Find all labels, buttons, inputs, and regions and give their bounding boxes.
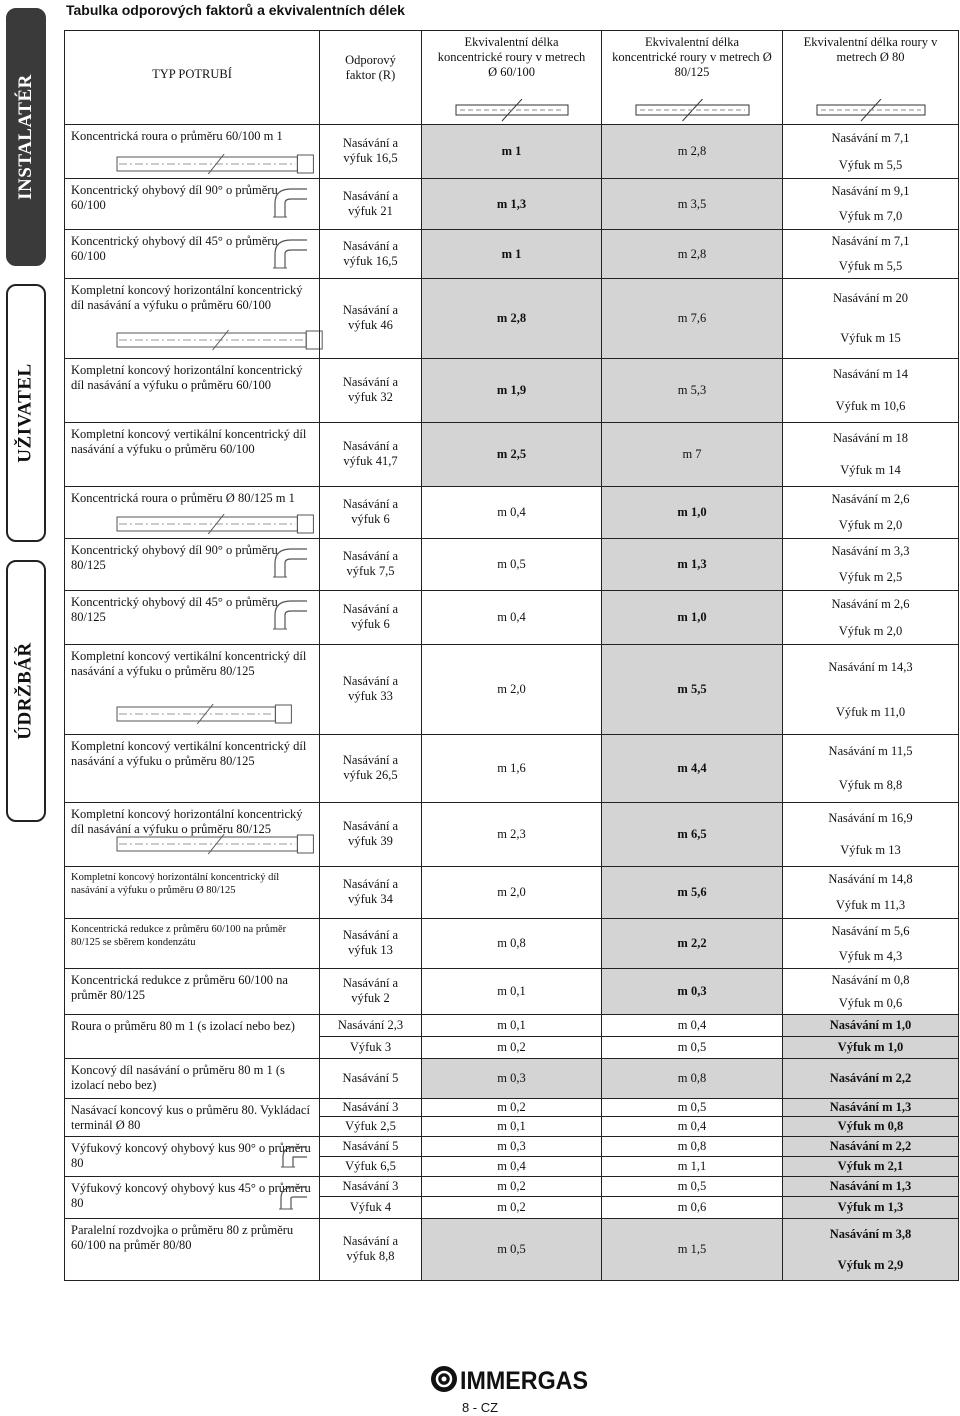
eq80125-cell bbox=[601, 358, 783, 423]
row-desc-cell bbox=[64, 968, 320, 1015]
eq60-cell bbox=[421, 1098, 602, 1117]
eq80125-cell bbox=[601, 124, 783, 179]
row-description: Výfukový koncový ohybový kus 90° o průměru 80 bbox=[71, 1141, 311, 1170]
factor-cell bbox=[319, 124, 422, 179]
eq80-cell bbox=[782, 178, 959, 230]
factor-value: Nasávání a výfuk 41,7 bbox=[342, 439, 399, 468]
row-description: Kompletní koncový horizontální koncentrický díl nasávání a výfuku o průměru 60/100 bbox=[71, 363, 303, 392]
eq80-cell bbox=[782, 1058, 959, 1099]
row-desc-cell bbox=[64, 644, 320, 735]
eq80-value: Výfuk m 10,6 bbox=[835, 399, 906, 413]
pipe-icon bbox=[422, 99, 602, 123]
factor-cell bbox=[319, 486, 422, 539]
eq80125-cell bbox=[601, 178, 783, 230]
factor-value: Nasávání 5 bbox=[342, 1139, 399, 1153]
eq80-value: Výfuk m 14 bbox=[840, 463, 901, 477]
elbow-drawing bbox=[271, 234, 311, 274]
row-description: Koncentrická roura o průměru 60/100 m 1 bbox=[71, 129, 283, 143]
pipe-drawing bbox=[115, 514, 317, 534]
eq80125-cell bbox=[601, 1136, 783, 1157]
eq80125-value: m 1,1 bbox=[677, 1159, 707, 1173]
row-desc-cell bbox=[64, 1098, 320, 1137]
eq80-value: Nasávání m 1,0 bbox=[829, 1018, 912, 1032]
factor-value: Nasávání a výfuk 26,5 bbox=[342, 753, 399, 782]
eq80-value: Výfuk m 2,0 bbox=[838, 623, 903, 638]
eq80125-value: m 5,6 bbox=[677, 885, 707, 899]
eq60-value: m 0,2 bbox=[497, 1100, 526, 1114]
tab-installer[interactable]: INSTALATÉR bbox=[6, 8, 46, 266]
eq80125-value: m 1,5 bbox=[677, 1242, 707, 1256]
eq80125-value: m 2,8 bbox=[677, 246, 707, 261]
eq60-value: m 0,3 bbox=[497, 1139, 526, 1153]
header-eq80: Ekvivalentní délka roury v metrech Ø 80 bbox=[803, 35, 938, 64]
factor-value: Výfuk 4 bbox=[349, 1200, 392, 1214]
row-description: Kompletní koncový vertikální koncentrický díl nasávání a výfuku o průměru 80/125 bbox=[71, 739, 307, 768]
eq80-cell bbox=[782, 1116, 959, 1137]
factor-cell bbox=[319, 1014, 422, 1037]
eq80125-cell bbox=[601, 1196, 783, 1219]
pipe-icon bbox=[602, 99, 783, 123]
header-eq80125: Ekvivalentní délka koncentrické roury v metrech Ø 80/125 bbox=[612, 35, 772, 79]
elbow-drawing bbox=[271, 543, 311, 583]
eq80125-cell bbox=[601, 802, 783, 867]
eq60-cell bbox=[421, 178, 602, 230]
page-number: 8 - CZ bbox=[461, 1400, 499, 1415]
eq60-cell bbox=[421, 538, 602, 591]
eq80125-value: m 0,5 bbox=[677, 1100, 707, 1114]
eq80-cell bbox=[782, 278, 959, 359]
row-description: Koncentrická redukce z průměru 60/100 na průměr 80/125 bbox=[71, 973, 288, 1002]
eq80125-value: m 2,8 bbox=[677, 144, 707, 158]
eq80125-value: m 7 bbox=[682, 447, 702, 461]
eq80125-value: m 0,5 bbox=[677, 1179, 707, 1193]
eq80125-value: m 5,5 bbox=[677, 682, 707, 696]
row-desc-cell bbox=[64, 486, 320, 539]
eq60-value: m 1,3 bbox=[496, 196, 527, 211]
eq80-cell bbox=[782, 1014, 959, 1037]
eq80-cell bbox=[782, 1036, 959, 1059]
eq80-value: Výfuk m 5,5 bbox=[838, 157, 903, 172]
eq80-cell bbox=[782, 866, 959, 919]
header-eq60-cell bbox=[421, 30, 602, 125]
eq80-value: Nasávání m 7,1 bbox=[831, 234, 910, 249]
factor-cell bbox=[319, 1116, 422, 1137]
header-eq60: Ekvivalentní délka koncentrické roury v metrech Ø 60/100 bbox=[437, 35, 586, 79]
eq80-value: Výfuk m 8,8 bbox=[838, 778, 903, 792]
row-description: Kompletní koncový horizontální koncentrický díl nasávání a výfuku o průměru Ø 80/125 bbox=[71, 872, 280, 896]
row-description: Kompletní koncový vertikální koncentrický díl nasávání a výfuku o průměru 60/100 bbox=[71, 427, 307, 456]
factor-value: Výfuk 6,5 bbox=[345, 1159, 396, 1173]
eq60-value: m 0,5 bbox=[497, 557, 526, 571]
eq80125-cell bbox=[601, 422, 783, 487]
resistance-table bbox=[64, 30, 958, 1280]
svg-text:IMMERGAS: IMMERGAS bbox=[460, 1367, 588, 1395]
eq80-value: Výfuk m 0,8 bbox=[837, 1119, 904, 1133]
eq60-value: m 0,4 bbox=[497, 505, 526, 519]
eq80125-value: m 4,4 bbox=[677, 761, 707, 775]
row-desc-cell bbox=[64, 1014, 320, 1059]
eq80-value: Výfuk m 0,6 bbox=[838, 995, 903, 1010]
eq60-cell bbox=[421, 278, 602, 359]
pipe-drawing bbox=[115, 326, 326, 354]
eq60-value: m 1 bbox=[501, 246, 522, 261]
eq80125-value: m 0,5 bbox=[677, 1040, 707, 1054]
eq60-value: m 1 bbox=[501, 144, 522, 158]
row-description: Koncentrický ohybový díl 45° o průměru 60/100 bbox=[71, 234, 278, 263]
factor-value: Nasávání a výfuk 32 bbox=[342, 375, 399, 404]
eq80-value: Nasávání m 9,1 bbox=[831, 183, 910, 198]
header-eq80125-cell bbox=[601, 30, 783, 125]
eq80-value: Výfuk m 11,3 bbox=[835, 898, 906, 912]
factor-value: Nasávání 2,3 bbox=[337, 1018, 404, 1032]
eq60-cell bbox=[421, 866, 602, 919]
eq80-cell bbox=[782, 734, 959, 803]
eq80-value: Nasávání m 2,6 bbox=[831, 492, 910, 506]
eq80125-value: m 1,0 bbox=[677, 610, 707, 624]
header-factor: Odporový faktor (R) bbox=[345, 53, 396, 82]
factor-value: Nasávání a výfuk 33 bbox=[342, 674, 399, 703]
factor-value: Nasávání a výfuk 34 bbox=[342, 877, 399, 906]
factor-cell bbox=[319, 1136, 422, 1157]
immergas-logo bbox=[430, 1362, 590, 1396]
eq60-value: m 2,3 bbox=[497, 827, 526, 841]
eq80125-value: m 0,8 bbox=[677, 1071, 707, 1085]
eq60-value: m 2,8 bbox=[496, 311, 527, 325]
factor-value: Nasávání a výfuk 6 bbox=[342, 602, 399, 631]
row-description: Nasávací koncový kus o průměru 80. Vykládací terminál Ø 80 bbox=[71, 1103, 310, 1132]
eq60-cell bbox=[421, 734, 602, 803]
eq80125-cell bbox=[601, 229, 783, 279]
eq80-value: Nasávání m 14 bbox=[833, 367, 908, 381]
eq80125-value: m 0,8 bbox=[677, 1139, 707, 1153]
eq60-cell bbox=[421, 124, 602, 179]
factor-value: Nasávání a výfuk 46 bbox=[342, 303, 399, 332]
factor-cell bbox=[319, 644, 422, 735]
factor-cell bbox=[319, 802, 422, 867]
eq80-cell bbox=[782, 124, 959, 179]
eq60-value: m 0,2 bbox=[497, 1200, 526, 1214]
factor-value: Nasávání a výfuk 21 bbox=[342, 188, 399, 218]
eq80125-value: m 7,6 bbox=[677, 311, 707, 325]
eq80-value: Nasávání m 5,6 bbox=[831, 923, 910, 938]
eq80125-cell bbox=[601, 1058, 783, 1099]
eq80125-cell bbox=[601, 866, 783, 919]
tab-maintenance[interactable]: ÚDRŽBÁŘ bbox=[6, 560, 46, 822]
eq80-value: Výfuk m 13 bbox=[840, 843, 901, 857]
row-description: Výfukový koncový ohybový kus 45° o průměru 80 bbox=[71, 1181, 311, 1210]
eq80-value: Nasávání m 20 bbox=[833, 291, 908, 305]
eq80-value: Nasávání m 1,3 bbox=[829, 1179, 912, 1193]
eq60-value: m 2,0 bbox=[497, 885, 526, 899]
factor-cell bbox=[319, 866, 422, 919]
row-description: Koncový díl nasávání o průměru 80 m 1 (s izolací nebo bez) bbox=[71, 1063, 285, 1092]
factor-cell bbox=[319, 918, 422, 969]
eq80125-cell bbox=[601, 486, 783, 539]
row-desc-cell bbox=[64, 124, 320, 179]
factor-cell bbox=[319, 1196, 422, 1219]
row-desc-cell bbox=[64, 358, 320, 423]
factor-cell bbox=[319, 278, 422, 359]
row-desc-cell bbox=[64, 229, 320, 279]
factor-value: Nasávání a výfuk 13 bbox=[342, 928, 399, 957]
row-desc-cell bbox=[64, 590, 320, 645]
eq80-value: Výfuk m 1,0 bbox=[837, 1040, 904, 1054]
eq60-value: m 0,4 bbox=[497, 1159, 526, 1173]
eq80-value: Výfuk m 7,0 bbox=[838, 209, 903, 224]
factor-cell bbox=[319, 734, 422, 803]
eq60-value: m 1,6 bbox=[497, 761, 526, 775]
factor-value: Nasávání a výfuk 7,5 bbox=[342, 549, 399, 578]
factor-cell bbox=[319, 229, 422, 279]
eq80-cell bbox=[782, 229, 959, 279]
eq60-value: m 0,1 bbox=[497, 1119, 526, 1133]
eq80-cell bbox=[782, 968, 959, 1015]
eq80125-value: m 1,0 bbox=[677, 505, 707, 519]
eq80125-value: m 2,2 bbox=[677, 936, 707, 950]
row-desc-cell bbox=[64, 1218, 320, 1281]
row-desc-cell bbox=[64, 178, 320, 230]
header-type: TYP POTRUBÍ bbox=[152, 67, 232, 81]
eq80-value: Nasávání m 0,8 bbox=[831, 972, 910, 987]
eq80-value: Nasávání m 1,3 bbox=[829, 1100, 912, 1114]
eq80-value: Nasávání m 16,9 bbox=[828, 811, 913, 825]
eq80-cell bbox=[782, 1156, 959, 1177]
elbow-drawing bbox=[271, 183, 311, 223]
eq80125-cell bbox=[601, 1156, 783, 1177]
eq60-value: m 0,1 bbox=[497, 984, 526, 998]
row-description: Koncentrická redukce z průměru 60/100 na průměr 80/125 se sběrem kondenzátu bbox=[71, 924, 287, 948]
eq80-value: Nasávání m 14,3 bbox=[828, 659, 913, 674]
eq60-value: m 0,5 bbox=[497, 1242, 526, 1256]
elbow-drawing bbox=[277, 1181, 311, 1215]
eq80125-cell bbox=[601, 1116, 783, 1137]
eq80125-cell bbox=[601, 644, 783, 735]
eq80-value: Výfuk m 4,3 bbox=[838, 948, 903, 963]
header-factor-cell bbox=[319, 30, 422, 125]
eq80125-cell bbox=[601, 1036, 783, 1059]
row-description: Koncentrický ohybový díl 90° o průměru 60/100 bbox=[71, 183, 278, 212]
eq80125-value: m 6,5 bbox=[677, 827, 707, 841]
eq80125-value: m 0,4 bbox=[677, 1119, 707, 1133]
factor-value: Nasávání a výfuk 39 bbox=[342, 819, 399, 848]
row-desc-cell bbox=[64, 278, 320, 359]
eq80125-cell bbox=[601, 278, 783, 359]
eq80-value: Nasávání m 3,3 bbox=[831, 544, 910, 558]
row-description: Koncentrický ohybový díl 90° o průměru 80/125 bbox=[71, 543, 278, 572]
elbow-drawing bbox=[271, 595, 311, 635]
eq60-value: m 2,5 bbox=[496, 447, 527, 461]
header-eq80-cell bbox=[782, 30, 959, 125]
eq80-value: Nasávání m 2,2 bbox=[829, 1139, 912, 1153]
factor-value: Nasávání a výfuk 6 bbox=[342, 497, 399, 526]
eq60-value: m 0,4 bbox=[497, 610, 526, 624]
row-desc-cell bbox=[64, 918, 320, 969]
eq60-value: m 0,2 bbox=[497, 1040, 526, 1054]
factor-value: Výfuk 3 bbox=[349, 1040, 392, 1054]
eq80-cell bbox=[782, 358, 959, 423]
factor-cell bbox=[319, 968, 422, 1015]
pipe-icon bbox=[783, 99, 959, 123]
eq60-value: m 0,2 bbox=[497, 1179, 526, 1193]
eq60-cell bbox=[421, 358, 602, 423]
eq80-value: Nasávání m 3,8 bbox=[829, 1226, 912, 1241]
eq80-value: Výfuk m 15 bbox=[840, 331, 901, 345]
eq80-value: Nasávání m 7,1 bbox=[831, 130, 910, 145]
eq60-value: m 0,1 bbox=[497, 1018, 526, 1032]
row-description: Kompletní koncový horizontální koncentrický díl nasávání a výfuku o průměru 60/100 bbox=[71, 283, 303, 312]
eq80125-cell bbox=[601, 968, 783, 1015]
factor-value: Nasávání 5 bbox=[342, 1071, 399, 1085]
pipe-drawing bbox=[115, 826, 317, 862]
factor-value: Nasávání a výfuk 16,5 bbox=[342, 136, 399, 165]
row-desc-cell bbox=[64, 538, 320, 591]
eq60-cell bbox=[421, 1218, 602, 1281]
eq80125-cell bbox=[601, 590, 783, 645]
eq80-cell bbox=[782, 1136, 959, 1157]
eq60-cell bbox=[421, 590, 602, 645]
row-desc-cell bbox=[64, 422, 320, 487]
eq80125-value: m 0,4 bbox=[677, 1018, 707, 1032]
eq80-cell bbox=[782, 918, 959, 969]
eq80125-value: m 1,3 bbox=[677, 557, 707, 571]
factor-cell bbox=[319, 422, 422, 487]
row-desc-cell bbox=[64, 802, 320, 867]
eq60-cell bbox=[421, 1196, 602, 1219]
row-description: Kompletní koncový vertikální koncentrický díl nasávání a výfuku o průměru 80/125 bbox=[71, 649, 307, 678]
row-desc-cell bbox=[64, 1058, 320, 1099]
factor-cell bbox=[319, 538, 422, 591]
eq60-cell bbox=[421, 644, 602, 735]
factor-cell bbox=[319, 1218, 422, 1281]
eq80125-cell bbox=[601, 1098, 783, 1117]
eq80-cell bbox=[782, 422, 959, 487]
factor-cell bbox=[319, 358, 422, 423]
factor-cell bbox=[319, 1058, 422, 1099]
eq60-cell bbox=[421, 1136, 602, 1157]
factor-cell bbox=[319, 1176, 422, 1197]
pipe-drawing bbox=[115, 698, 295, 730]
eq80-value: Nasávání m 2,2 bbox=[829, 1071, 912, 1085]
eq80-value: Výfuk m 2,1 bbox=[837, 1159, 904, 1173]
eq80-cell bbox=[782, 1176, 959, 1197]
eq80-cell bbox=[782, 1098, 959, 1117]
eq60-cell bbox=[421, 918, 602, 969]
eq80-cell bbox=[782, 538, 959, 591]
eq80-cell bbox=[782, 1218, 959, 1281]
factor-cell bbox=[319, 1098, 422, 1117]
row-description: Koncentrický ohybový díl 45° o průměru 80/125 bbox=[71, 595, 278, 624]
factor-value: Výfuk 2,5 bbox=[345, 1119, 396, 1133]
factor-cell bbox=[319, 1036, 422, 1059]
eq60-value: m 0,8 bbox=[497, 936, 526, 950]
eq80-value: Výfuk m 2,5 bbox=[838, 570, 903, 584]
header-type-cell bbox=[64, 30, 320, 125]
eq80125-value: m 3,5 bbox=[677, 196, 707, 211]
eq80-value: Výfuk m 5,5 bbox=[838, 258, 903, 273]
row-description: Roura o průměru 80 m 1 (s izolací nebo bez) bbox=[71, 1019, 295, 1033]
factor-value: Nasávání a výfuk 8,8 bbox=[342, 1234, 399, 1263]
eq60-value: m 1,9 bbox=[496, 383, 527, 397]
eq80-cell bbox=[782, 644, 959, 735]
factor-value: Nasávání a výfuk 2 bbox=[342, 976, 399, 1005]
row-description: Koncentrická roura o průměru Ø 80/125 m 1 bbox=[71, 491, 295, 505]
eq80125-cell bbox=[601, 538, 783, 591]
eq60-cell bbox=[421, 229, 602, 279]
eq80-value: Výfuk m 2,9 bbox=[837, 1257, 904, 1272]
factor-cell bbox=[319, 178, 422, 230]
eq80-value: Nasávání m 11,5 bbox=[828, 744, 913, 758]
eq80-value: Výfuk m 2,0 bbox=[838, 518, 903, 532]
eq80-value: Nasávání m 2,6 bbox=[831, 596, 910, 611]
eq60-cell bbox=[421, 1176, 602, 1197]
eq60-cell bbox=[421, 1058, 602, 1099]
eq80-value: Výfuk m 1,3 bbox=[837, 1200, 904, 1214]
eq80125-cell bbox=[601, 734, 783, 803]
page-title: Tabulka odporových faktorů a ekvivalentních délek bbox=[66, 2, 405, 18]
eq80-cell bbox=[782, 486, 959, 539]
row-desc-cell bbox=[64, 734, 320, 803]
eq80125-value: m 0,6 bbox=[677, 1200, 707, 1214]
factor-value: Nasávání 3 bbox=[342, 1100, 399, 1114]
row-description: Kompletní koncový horizontální koncentrický díl nasávání a výfuku o průměru 80/125 bbox=[71, 807, 303, 836]
eq60-cell bbox=[421, 422, 602, 487]
eq80125-cell bbox=[601, 1014, 783, 1037]
eq60-cell bbox=[421, 1116, 602, 1137]
row-desc-cell bbox=[64, 1176, 320, 1219]
factor-value: Nasávání a výfuk 16,5 bbox=[342, 238, 399, 268]
eq80-value: Nasávání m 18 bbox=[833, 431, 908, 445]
row-description: Paralelní rozdvojka o průměru 80 z průměru 60/100 na průměr 80/80 bbox=[71, 1223, 294, 1252]
eq80125-value: m 5,3 bbox=[677, 383, 707, 397]
eq80125-value: m 0,3 bbox=[677, 984, 707, 998]
eq80-cell bbox=[782, 1196, 959, 1219]
eq60-cell bbox=[421, 1014, 602, 1037]
eq80-value: Výfuk m 11,0 bbox=[835, 704, 906, 719]
row-desc-cell bbox=[64, 1136, 320, 1177]
eq80-value: Nasávání m 14,8 bbox=[828, 872, 913, 886]
eq80125-cell bbox=[601, 1176, 783, 1197]
eq80-cell bbox=[782, 802, 959, 867]
eq80125-cell bbox=[601, 918, 783, 969]
tab-user[interactable]: UŽIVATEL bbox=[6, 284, 46, 542]
eq60-cell bbox=[421, 1156, 602, 1177]
eq60-value: m 2,0 bbox=[497, 682, 526, 696]
eq80-cell bbox=[782, 590, 959, 645]
pipe-drawing bbox=[115, 154, 317, 174]
factor-cell bbox=[319, 590, 422, 645]
eq60-cell bbox=[421, 1036, 602, 1059]
row-desc-cell bbox=[64, 866, 320, 919]
factor-cell bbox=[319, 1156, 422, 1177]
factor-value: Nasávání 3 bbox=[342, 1179, 399, 1193]
eq60-cell bbox=[421, 802, 602, 867]
eq60-value: m 0,3 bbox=[497, 1071, 526, 1085]
elbow-drawing bbox=[279, 1141, 311, 1173]
eq60-cell bbox=[421, 968, 602, 1015]
eq80125-cell bbox=[601, 1218, 783, 1281]
eq60-cell bbox=[421, 486, 602, 539]
